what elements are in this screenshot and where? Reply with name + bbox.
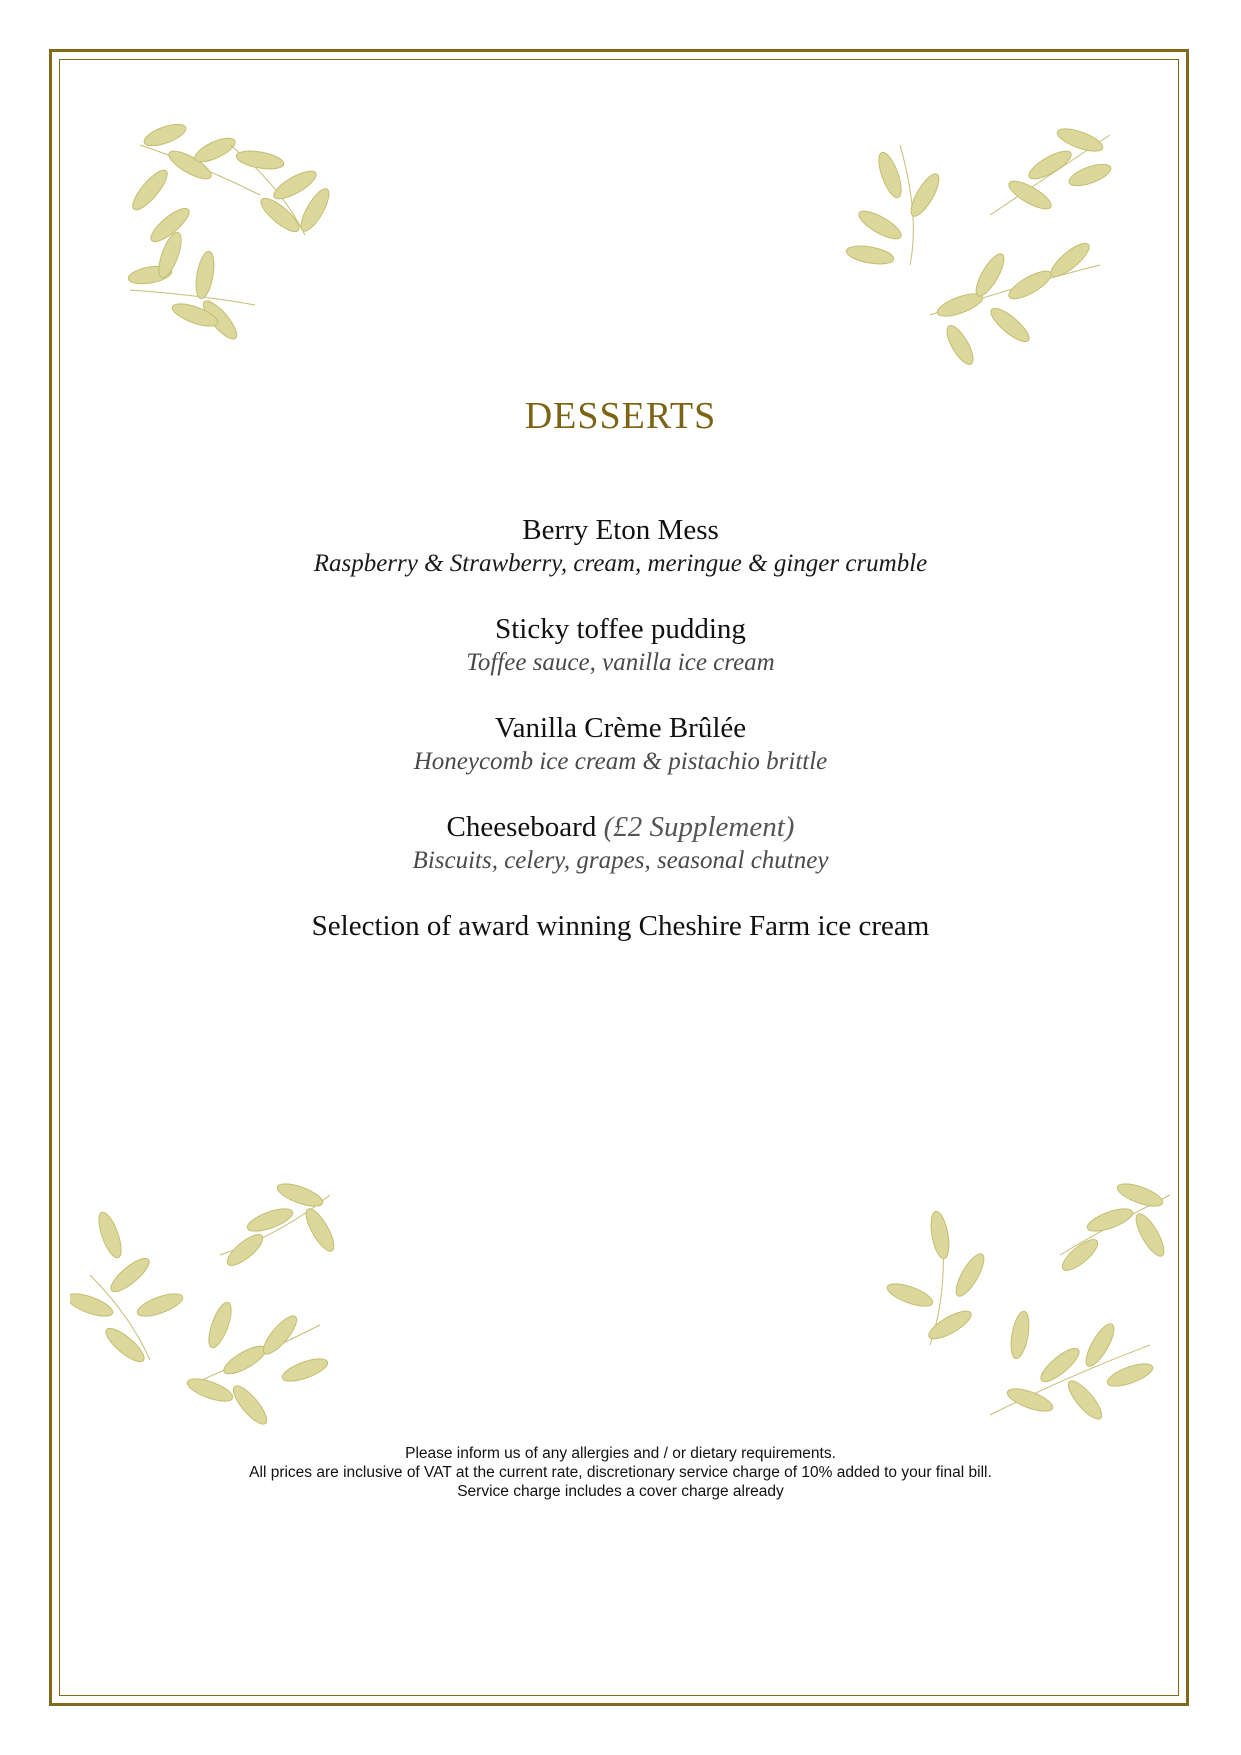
olive-branch-icon (840, 115, 1140, 375)
olive-branch-icon (70, 1175, 380, 1435)
olive-branch-icon (880, 1175, 1180, 1445)
list-item (0, 908, 1241, 944)
footer-notes (0, 1444, 1241, 1501)
dessert-description: Toffee sauce, vanilla ice cream (466, 649, 775, 676)
list-item (0, 611, 1241, 679)
dessert-name-row (0, 809, 1241, 845)
dessert-name: Sticky toffee pudding (495, 613, 746, 645)
dessert-name: Berry Eton Mess (522, 514, 719, 546)
dessert-name: Cheeseboard (446, 811, 604, 843)
page-title: DESSERTS (524, 395, 717, 437)
olive-branch-icon (110, 105, 400, 395)
dessert-description: Raspberry & Strawberry, cream, meringue & ginger crumble (313, 550, 928, 577)
dessert-name: Selection of award winning Cheshire Farm ice cream (311, 910, 930, 942)
supplement-note: (£2 Supplement) (603, 811, 795, 843)
dessert-name: Vanilla Crème Brûlée (494, 712, 747, 744)
vat-note: All prices are inclusive of VAT at the current rate, discretionary service charge of 10% added to your final bill. (249, 1464, 992, 1481)
service-charge-note: Service charge includes a cover charge already (457, 1483, 784, 1500)
list-item (0, 512, 1241, 580)
dessert-list (0, 512, 1241, 975)
list-item (0, 710, 1241, 778)
list-item (0, 809, 1241, 877)
dessert-description: Biscuits, celery, grapes, seasonal chutney (412, 847, 829, 874)
allergy-note: Please inform us of any allergies and / or dietary requirements. (405, 1445, 836, 1462)
dessert-description: Honeycomb ice cream & pistachio brittle (413, 748, 828, 775)
